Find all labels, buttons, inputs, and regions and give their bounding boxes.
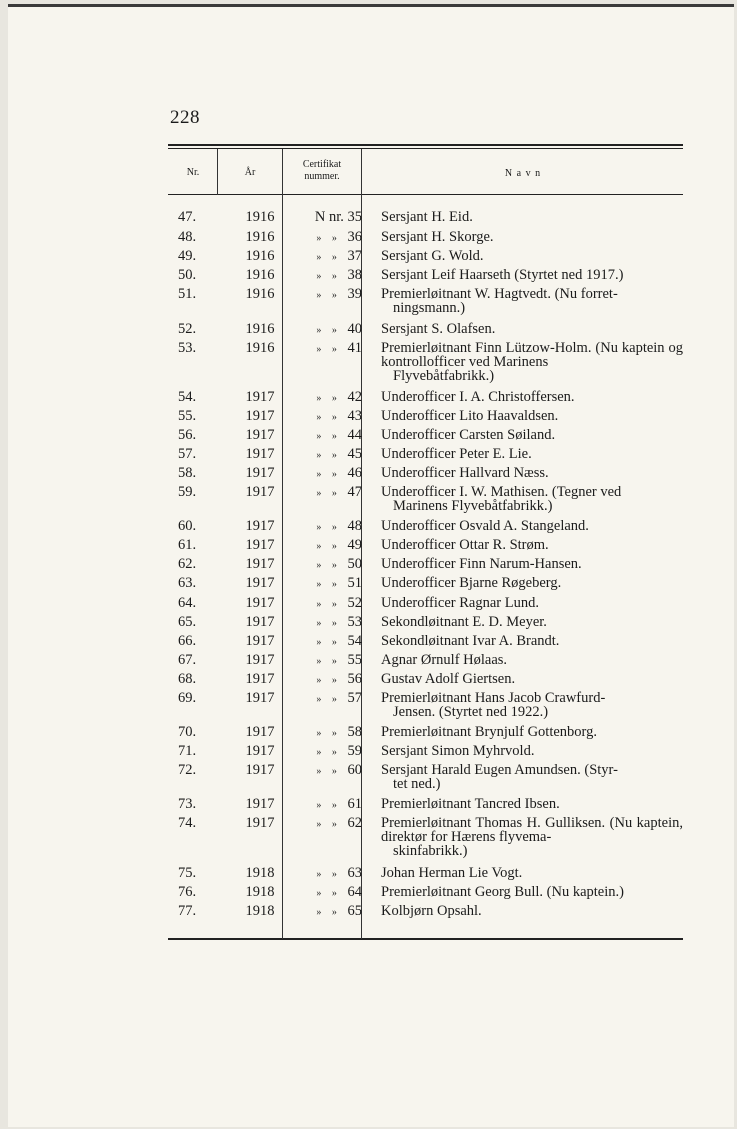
row-name	[381, 904, 683, 918]
row-name-text: Premierløitnant Brynjulf Gottenborg.	[381, 724, 597, 740]
row-name-text: Sersjant Simon Myhrvold.	[381, 743, 535, 759]
row-year: 1917	[245, 518, 275, 534]
row-nr: 49.	[178, 248, 197, 264]
cert-value: 38	[347, 267, 362, 283]
row-name-text: Underofficer Bjarne Røgeberg.	[381, 575, 562, 591]
row-cert-number	[290, 230, 362, 246]
row-cert-number	[290, 634, 362, 650]
ditto-mark: » »	[316, 431, 341, 442]
cert-value: 46	[347, 465, 362, 481]
row-year: 1917	[245, 690, 275, 706]
row-name	[381, 341, 683, 383]
row-nr: 75.	[178, 865, 197, 881]
row-name-text: Johan Herman Lie Vogt.	[381, 865, 523, 881]
row-name-text: Premierløitnant W. Hagtvedt. (Nu forret-	[381, 286, 618, 302]
cert-value: 59	[347, 743, 362, 759]
row-name	[381, 428, 683, 442]
row-name-text: Underofficer Lito Haavaldsen.	[381, 408, 559, 424]
row-name-text: Sekondløitnant E. D. Meyer.	[381, 614, 547, 630]
row-nr: 67.	[178, 652, 197, 668]
row-name-text: Sekondløitnant Ivar A. Brandt.	[381, 633, 560, 649]
cert-value: 43	[347, 408, 362, 424]
header-top-rule-thin	[168, 148, 683, 149]
row-name	[381, 538, 683, 552]
cert-value: 50	[347, 556, 362, 572]
row-cert-number	[290, 519, 362, 535]
row-nr: 69.	[178, 690, 197, 706]
ditto-mark: » »	[316, 637, 341, 648]
row-nr: 73.	[178, 796, 197, 812]
row-name	[381, 447, 683, 461]
ditto-mark: » »	[316, 488, 341, 499]
row-year: 1918	[245, 903, 275, 919]
row-cert-number	[290, 763, 362, 779]
row-cert-number	[290, 390, 362, 406]
row-year: 1917	[245, 633, 275, 649]
cert-value: 57	[347, 690, 362, 706]
row-cert-number	[290, 447, 362, 463]
row-cert-number	[290, 904, 362, 920]
row-cert-number	[290, 816, 362, 832]
row-name-text: Premierløitnant Thomas H. Gulliksen. (Nu kaptein, direktør for Hærens flyvema-	[381, 815, 683, 845]
row-name-text: Kolbjørn Opsahl.	[381, 903, 482, 919]
row-nr: 72.	[178, 762, 197, 778]
ditto-mark: » »	[316, 290, 341, 301]
row-name	[381, 466, 683, 480]
header-cert	[284, 159, 360, 183]
row-name-text: Underofficer Osvald A. Stangeland.	[381, 518, 589, 534]
header-cert-line2: nummer.	[304, 171, 340, 182]
row-name	[381, 885, 683, 899]
row-cert-number	[290, 691, 362, 707]
row-year: 1917	[245, 614, 275, 630]
row-nr: 63.	[178, 575, 197, 591]
row-name-text: Underofficer Peter E. Lie.	[381, 446, 532, 462]
row-name	[381, 672, 683, 686]
row-year: 1917	[245, 815, 275, 831]
row-cert-number	[290, 287, 362, 303]
cert-value: 54	[347, 633, 362, 649]
row-cert-number	[290, 557, 362, 573]
ditto-mark: » »	[316, 344, 341, 355]
ditto-mark: » »	[316, 694, 341, 705]
row-name	[381, 485, 683, 513]
ditto-mark: » »	[316, 233, 341, 244]
cert-value: 48	[347, 518, 362, 534]
row-nr: 68.	[178, 671, 197, 687]
ditto-mark: » »	[316, 907, 341, 918]
row-name-continuation: tet ned.)	[393, 776, 441, 792]
row-cert-number	[290, 210, 362, 224]
row-nr: 47.	[178, 209, 197, 225]
row-nr: 55.	[178, 408, 197, 424]
row-name	[381, 653, 683, 667]
cert-value: 65	[347, 903, 362, 919]
ditto-mark: » »	[316, 252, 341, 263]
row-name-text: Premierløitnant Finn Lützow-Holm. (Nu kaptein og kontrollofficer ved Marinens	[381, 340, 683, 370]
row-name-text: Premierløitnant Tancred Ibsen.	[381, 796, 560, 812]
row-nr: 74.	[178, 815, 197, 831]
row-year: 1916	[245, 286, 275, 302]
row-cert-number	[290, 596, 362, 612]
row-cert-number	[290, 797, 362, 813]
row-year: 1917	[245, 556, 275, 572]
row-nr: 61.	[178, 537, 197, 553]
row-cert-number	[290, 322, 362, 338]
row-cert-number	[290, 466, 362, 482]
cert-value: 58	[347, 724, 362, 740]
header-navn: N a v n	[504, 168, 542, 179]
row-cert-number	[290, 615, 362, 631]
book-page	[8, 4, 734, 1127]
row-year: 1917	[245, 537, 275, 553]
row-name-text: Sersjant H. Eid.	[381, 209, 473, 225]
row-cert-number	[290, 744, 362, 760]
row-nr: 76.	[178, 884, 197, 900]
cert-value: 40	[347, 321, 362, 337]
table-bottom-rule	[168, 938, 683, 940]
row-name	[381, 249, 683, 263]
row-cert-number	[290, 428, 362, 444]
ditto-mark: » »	[316, 469, 341, 480]
row-name	[381, 268, 683, 282]
col-divider-nr-header	[217, 149, 218, 195]
row-name-text: Underofficer Hallvard Næss.	[381, 465, 549, 481]
row-nr: 64.	[178, 595, 197, 611]
row-nr: 53.	[178, 340, 197, 356]
row-name	[381, 576, 683, 590]
row-year: 1918	[245, 865, 275, 881]
row-nr: 48.	[178, 229, 197, 245]
row-name	[381, 744, 683, 758]
row-name	[381, 763, 683, 791]
row-name-text: Agnar Ørnulf Hølaas.	[381, 652, 508, 668]
row-nr: 59.	[178, 484, 197, 500]
ditto-mark: » »	[316, 747, 341, 758]
row-year: 1917	[245, 389, 275, 405]
cert-prefix: N nr.	[314, 209, 344, 225]
row-year: 1917	[245, 408, 275, 424]
cert-value: 55	[347, 652, 362, 668]
row-cert-number	[290, 653, 362, 669]
row-year: 1917	[245, 575, 275, 591]
row-year: 1916	[245, 248, 275, 264]
row-cert-number	[290, 885, 362, 901]
ditto-mark: » »	[316, 412, 341, 423]
row-year: 1917	[245, 724, 275, 740]
cert-value: 36	[347, 229, 362, 245]
row-nr: 62.	[178, 556, 197, 572]
cert-value: 64	[347, 884, 362, 900]
header-ar: År	[244, 167, 256, 178]
row-name-continuation: Jensen. (Styrtet ned 1922.)	[393, 704, 549, 720]
row-cert-number	[290, 249, 362, 265]
ditto-mark: » »	[316, 560, 341, 571]
row-nr: 51.	[178, 286, 197, 302]
row-year: 1917	[245, 465, 275, 481]
ditto-mark: » »	[316, 541, 341, 552]
header-bottom-rule	[168, 194, 683, 195]
row-cert-number	[290, 866, 362, 882]
row-name	[381, 230, 683, 244]
row-cert-number	[290, 672, 362, 688]
row-name-text: Sersjant Harald Eugen Amundsen. (Styr-	[381, 762, 618, 778]
row-year: 1917	[245, 595, 275, 611]
row-name	[381, 816, 683, 858]
ditto-mark: » »	[316, 728, 341, 739]
row-year: 1917	[245, 484, 275, 500]
row-nr: 65.	[178, 614, 197, 630]
row-nr: 71.	[178, 743, 197, 759]
row-year: 1917	[245, 762, 275, 778]
row-name-text: Sersjant Leif Haarseth (Styrtet ned 1917.)	[381, 267, 624, 283]
row-name	[381, 409, 683, 423]
row-nr: 60.	[178, 518, 197, 534]
cert-value: 41	[347, 340, 362, 356]
row-name	[381, 615, 683, 629]
row-name	[381, 691, 683, 719]
header-nr: Nr.	[186, 167, 200, 178]
row-nr: 66.	[178, 633, 197, 649]
row-nr: 52.	[178, 321, 197, 337]
row-name	[381, 322, 683, 336]
row-name-continuation: Marinens Flyvebåtfabrikk.)	[393, 498, 553, 514]
cert-value: 52	[347, 595, 362, 611]
row-name	[381, 287, 683, 315]
cert-value: 39	[347, 286, 362, 302]
row-year: 1916	[245, 229, 275, 245]
cert-value: 63	[347, 865, 362, 881]
row-year: 1916	[245, 267, 275, 283]
row-name-text: Underofficer Finn Narum-Hansen.	[381, 556, 582, 572]
row-year: 1917	[245, 427, 275, 443]
cert-value: 53	[347, 614, 362, 630]
row-cert-number	[290, 725, 362, 741]
row-cert-number	[290, 409, 362, 425]
cert-value: 37	[347, 248, 362, 264]
row-name-continuation: Flyvebåtfabrikk.)	[393, 368, 495, 384]
row-name-text: Gustav Adolf Giertsen.	[381, 671, 516, 687]
row-year: 1917	[245, 671, 275, 687]
row-year: 1916	[245, 209, 275, 225]
row-year: 1918	[245, 884, 275, 900]
row-name-text: Sersjant G. Wold.	[381, 248, 484, 264]
row-nr: 54.	[178, 389, 197, 405]
row-cert-number	[290, 341, 362, 357]
cert-value: 42	[347, 389, 362, 405]
row-nr: 56.	[178, 427, 197, 443]
row-name	[381, 519, 683, 533]
row-name-text: Underofficer Ragnar Lund.	[381, 595, 539, 611]
row-cert-number	[290, 538, 362, 554]
cert-value: 45	[347, 446, 362, 462]
row-name-text: Underofficer I. W. Mathisen. (Tegner ved	[381, 484, 622, 500]
row-name-continuation: skinfabrikk.)	[393, 843, 468, 859]
row-name	[381, 797, 683, 811]
row-year: 1917	[245, 796, 275, 812]
row-name-text: Underofficer Carsten Søiland.	[381, 427, 556, 443]
page-number: 228	[170, 107, 200, 128]
ditto-mark: » »	[316, 522, 341, 533]
ditto-mark: » »	[316, 675, 341, 686]
ditto-mark: » »	[316, 766, 341, 777]
cert-value: 62	[347, 815, 362, 831]
ditto-mark: » »	[316, 579, 341, 590]
row-name-continuation: ningsmann.)	[393, 300, 466, 316]
ditto-mark: » »	[316, 656, 341, 667]
row-year: 1916	[245, 321, 275, 337]
cert-value: 49	[347, 537, 362, 553]
row-name	[381, 210, 683, 224]
ditto-mark: » »	[316, 450, 341, 461]
cert-value: 60	[347, 762, 362, 778]
cert-value: 47	[347, 484, 362, 500]
cert-value: 61	[347, 796, 362, 812]
row-name-text: Premierløitnant Hans Jacob Crawfurd-	[381, 690, 606, 706]
row-name-text: Underofficer I. A. Christoffersen.	[381, 389, 575, 405]
row-year: 1917	[245, 652, 275, 668]
row-name-text: Sersjant H. Skorge.	[381, 229, 494, 245]
cert-value: 44	[347, 427, 362, 443]
row-nr: 77.	[178, 903, 197, 919]
row-nr: 50.	[178, 267, 197, 283]
ditto-mark: » »	[316, 325, 341, 336]
row-name	[381, 725, 683, 739]
row-name	[381, 390, 683, 404]
ditto-mark: » »	[316, 599, 341, 610]
header-top-rule	[168, 144, 683, 146]
cert-value: 35	[347, 209, 362, 225]
row-name	[381, 596, 683, 610]
header-cert-line1: Certifikat	[302, 159, 342, 170]
ditto-mark: » »	[316, 271, 341, 282]
row-name-text: Underofficer Ottar R. Strøm.	[381, 537, 549, 553]
row-name	[381, 866, 683, 880]
ditto-mark: » »	[316, 869, 341, 880]
row-cert-number	[290, 485, 362, 501]
row-nr: 70.	[178, 724, 197, 740]
cert-value: 51	[347, 575, 362, 591]
row-name	[381, 634, 683, 648]
ditto-mark: » »	[316, 393, 341, 404]
row-cert-number	[290, 268, 362, 284]
ditto-mark: » »	[316, 888, 341, 899]
row-year: 1916	[245, 340, 275, 356]
row-name	[381, 557, 683, 571]
row-year: 1917	[245, 743, 275, 759]
row-nr: 58.	[178, 465, 197, 481]
row-year: 1917	[245, 446, 275, 462]
row-name-text: Premierløitnant Georg Bull. (Nu kaptein.)	[381, 884, 624, 900]
row-cert-number	[290, 576, 362, 592]
ditto-mark: » »	[316, 800, 341, 811]
row-nr: 57.	[178, 446, 197, 462]
row-name-text: Sersjant S. Olafsen.	[381, 321, 496, 337]
ditto-mark: » »	[316, 618, 341, 629]
ditto-mark: » »	[316, 819, 341, 830]
cert-value: 56	[347, 671, 362, 687]
